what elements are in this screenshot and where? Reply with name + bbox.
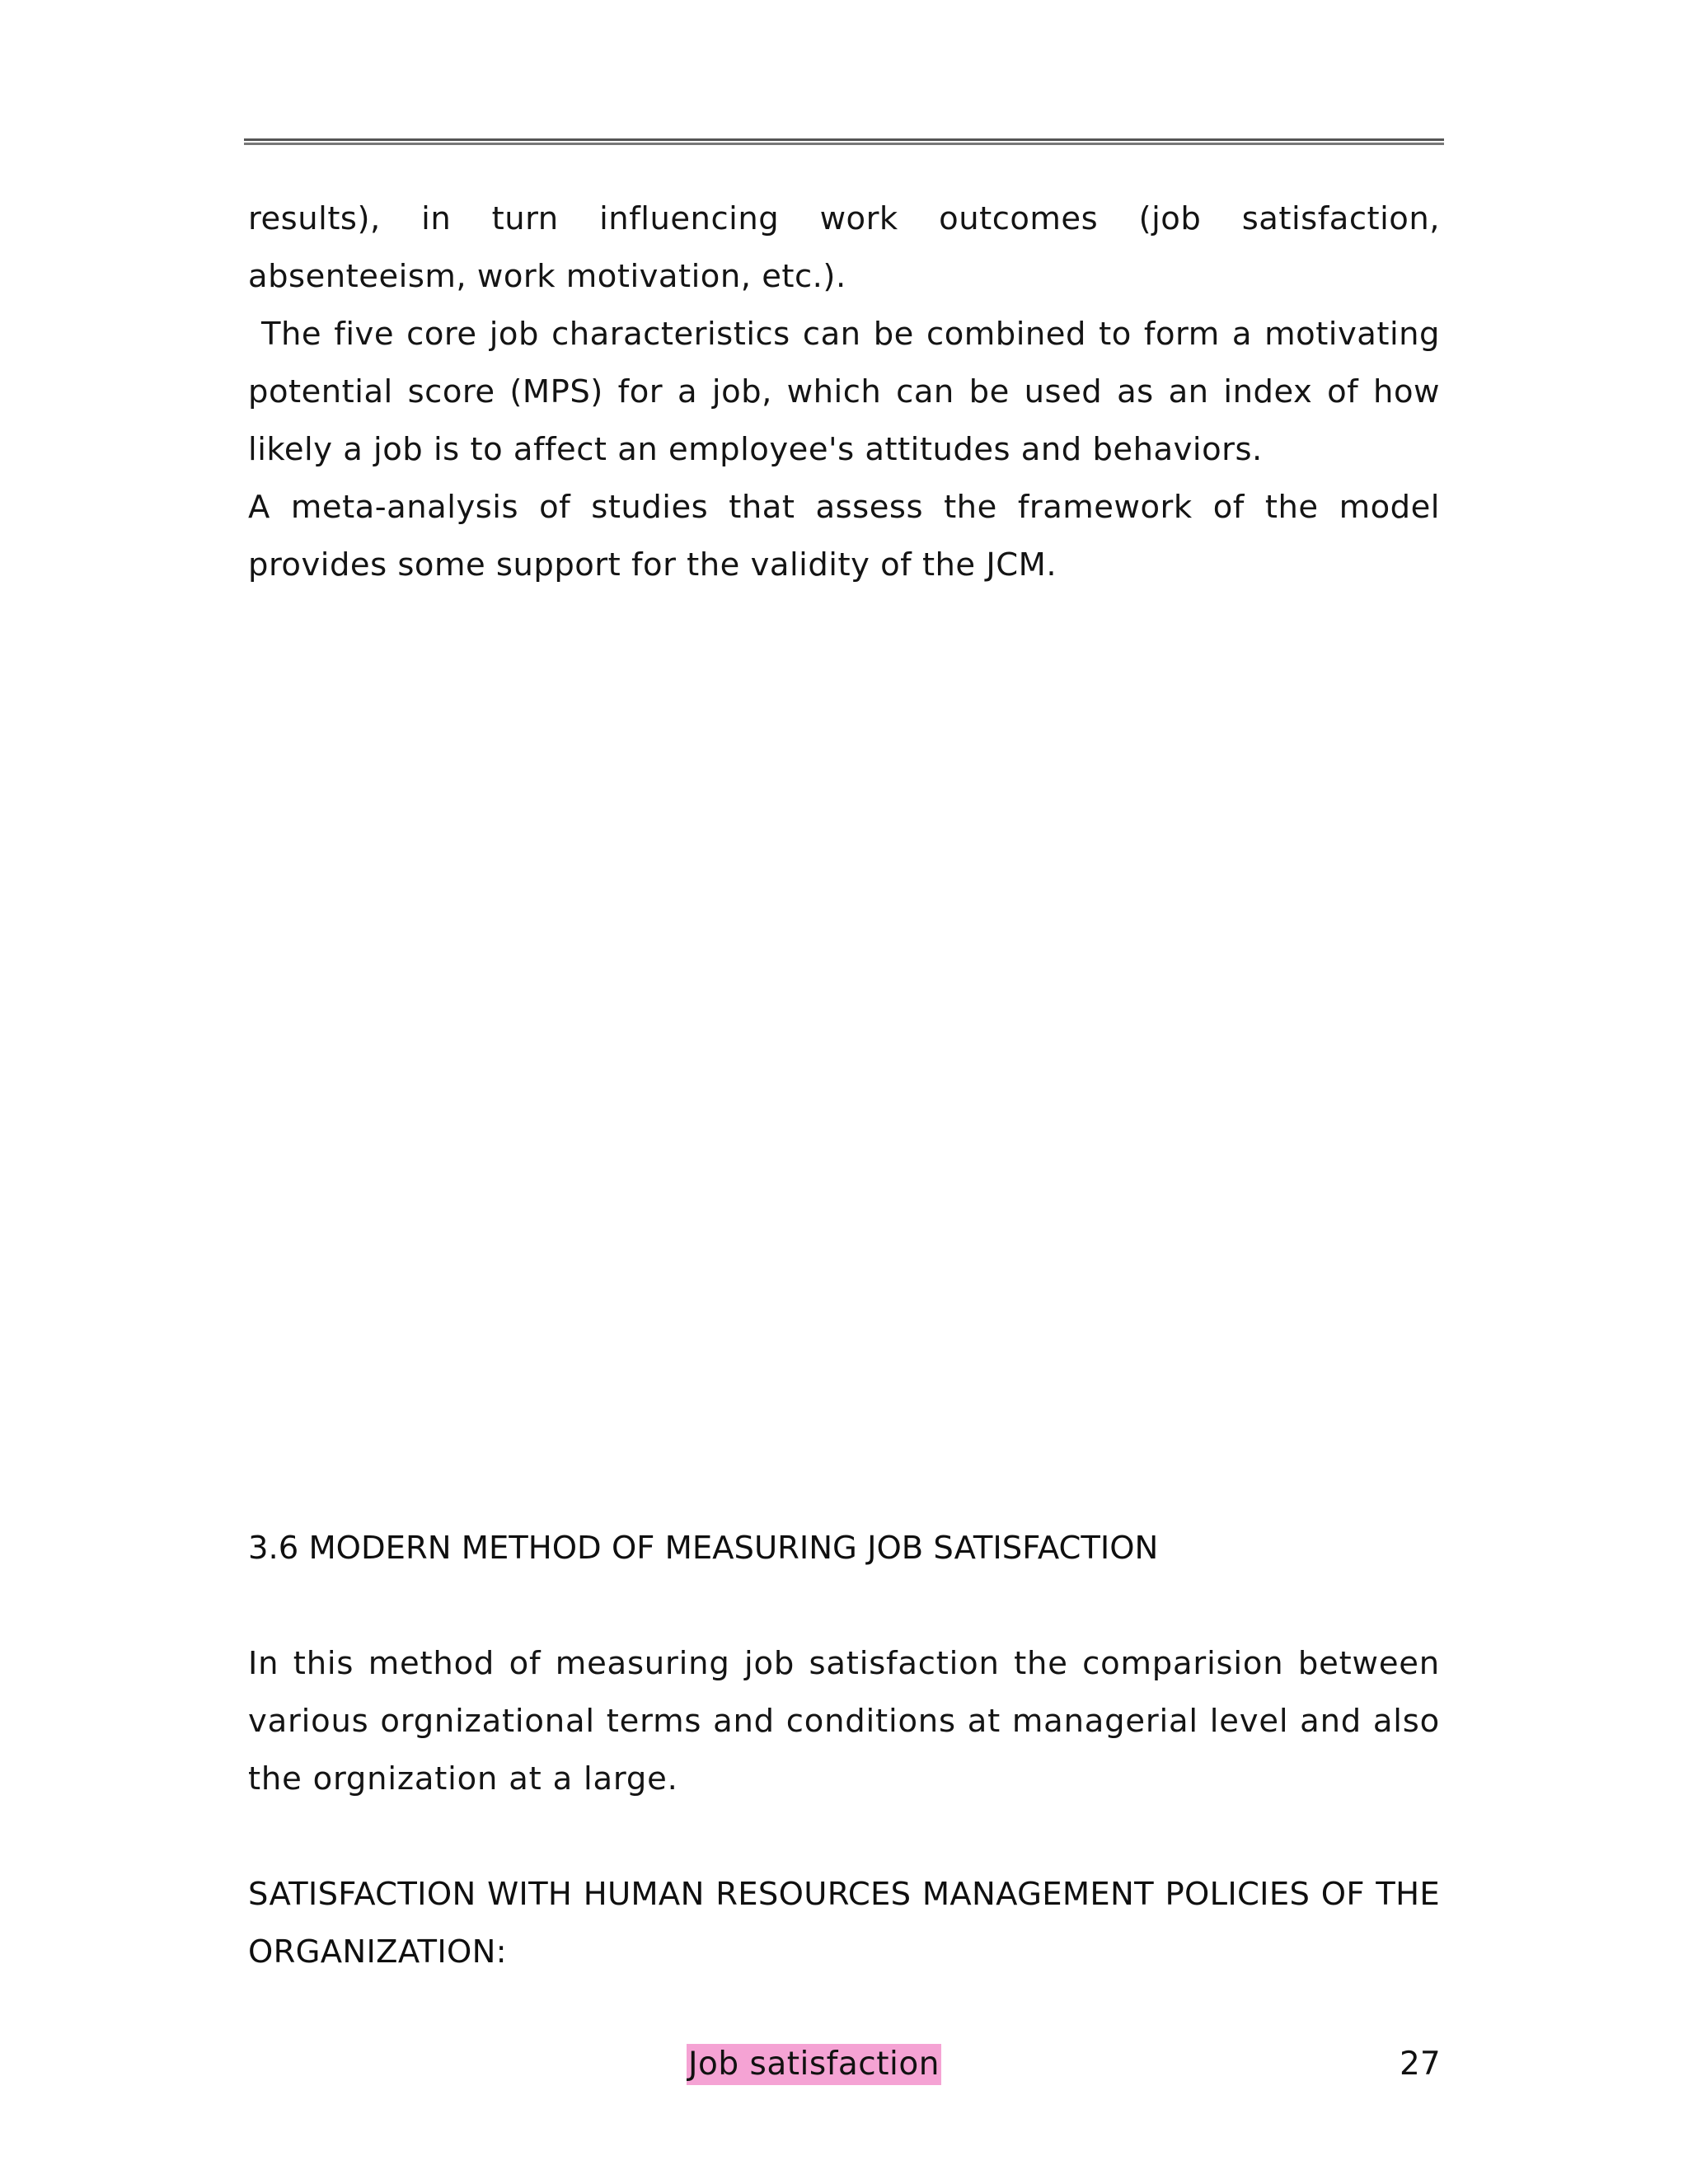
section-heading: 3.6 MODERN METHOD OF MEASURING JOB SATISFACTION <box>248 1530 1159 1567</box>
page-number: 27 <box>1400 2046 1441 2083</box>
section-paragraph: In this method of measuring job satisfaction the comparision between various orgnizational terms and conditions at managerial level and also the orgnization at a large. <box>248 1645 1440 1797</box>
body-paragraph: results), in turn influencing work outcomes (job satisfaction, absenteeism, work motivation, etc.). <box>248 200 1440 295</box>
header-rule <box>244 138 1444 145</box>
body-paragraph: A meta-analysis of studies that assess the framework of the model provides some support for the validity of the JCM. <box>248 489 1440 583</box>
body-paragraph: The five core job characteristics can be combined to form a motivating potential score (MPS) for a job, which can be used as an index of how likely a job is to affect an employee's attitudes and behaviors. <box>248 316 1440 468</box>
section-subheading: SATISFACTION WITH HUMAN RESOURCES MANAGEMENT POLICIES OF THE ORGANIZATION: <box>248 1876 1440 1971</box>
footer-title: Job satisfaction <box>687 2044 941 2085</box>
